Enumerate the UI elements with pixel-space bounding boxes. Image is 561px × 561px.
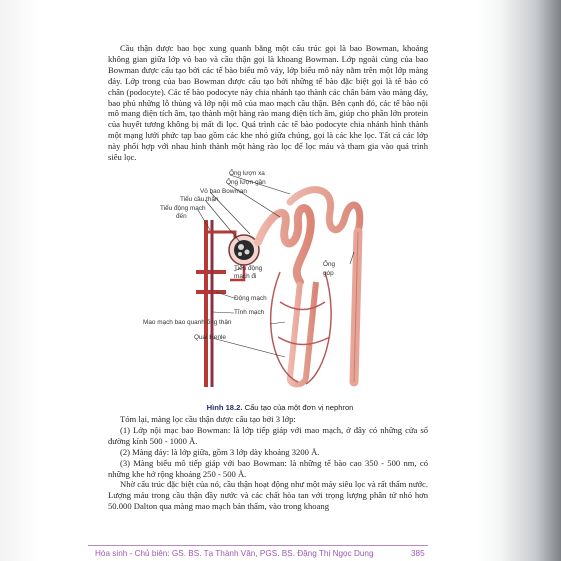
label-tieu-dong-mach-den-2: đến xyxy=(176,213,187,220)
paragraph-layer-3: (3) Màng biểu mô tiếp giáp với bao Bowman: là những tế bào cao 350 - 500 nm, có những khe hở rộng khoảng 250 - 500 Å. xyxy=(108,457,428,479)
label-ong-gop-2: góp xyxy=(323,270,334,277)
label-quai-henle: Quai Henle xyxy=(194,334,226,341)
page-number: 385 xyxy=(411,549,425,558)
page-binding-shadow xyxy=(0,0,40,561)
label-tinh-mach: Tĩnh mạch xyxy=(234,309,265,316)
loop-of-henle xyxy=(290,282,316,385)
footer-credit: Hóa sinh - Chủ biên: GS. BS. Tạ Thành Văn, PGS. BS. Đặng Thị Ngọc Dung xyxy=(95,549,374,558)
label-tieu-dong-mach-di-2: mạch đi xyxy=(234,273,257,280)
paragraph-layer-2: (2) Màng đáy: là lớp giữa, gồm 3 lớp dày khoảng 3200 Å. xyxy=(120,446,320,457)
page-edge-shadow xyxy=(475,0,561,561)
label-tieu-dong-mach-den: Tiểu động mạch xyxy=(160,205,206,212)
proximal-tubule xyxy=(258,208,311,282)
label-vo-bao-bowman: Vỏ bao Bowman xyxy=(200,188,247,195)
paragraph-ultrafilter: Nhờ cấu trúc đặc biệt của nó, cầu thận hoạt động như một máy siêu lọc và rất thẩm nước. Lượng máu trong cầu thận đầy nước và các chất hòa tan với trọng lượng phân tử nhỏ hơn 50.000 Dalton qua màng mao mạch bản thấm, vào trong khoang xyxy=(108,479,428,512)
body-text-bottom xyxy=(108,414,428,512)
label-tieu-dong-mach-di: Tiểu động xyxy=(234,265,263,272)
label-ong-luon-gan: Ống lượn gần xyxy=(226,179,266,186)
label-dong-mach: Động mạch xyxy=(234,295,267,302)
footer-rule xyxy=(88,545,428,546)
caption-label: Hình 18.2. xyxy=(206,403,243,412)
paragraph-layer-1: (1) Lớp nội mạc bao Bowman: là lớp tiếp giáp với mao mạch, ở đây có những cửa sổ đường kính 500 - 1000 Å. xyxy=(108,424,428,446)
caption-text: Cấu tạo của một đơn vị nephron xyxy=(242,403,354,412)
body-text-top xyxy=(108,43,428,163)
paragraph-bowman: Cầu thận được bao bọc xung quanh bằng một cấu trúc gọi là bao Bowman, khoảng không gian giữa lớp vỏ bao và cầu thận gọi là khoang Bowman. Lớp ngoài cùng của bao Bowman được cấu tạo bởi các tế bào biểu mô vảy, lớp biểu mô này nằm trên một lớp màng đáy. Lớp trong của bao Bowman được cấu tạo bởi những tế bào đặc biệt gọi là tế bào có chân (podocyte). Các tế bào podocyte này chia nhánh tạo thành các chân bám vào màng đáy, bao phủ những lỗ thủng và lớp nội mô của mao mạch cầu thận. Bên cạnh đó, các tế bào nội mô mang điện tích âm, tạo thành một hàng rào mang điện tích âm, giúp cho phần lớn protein của huyết tương không bị mất đi lọc. Quá trình các tế bào podocyte chia nhánh hình thành một mạng lưới phức tạp bao gồm các khe nhỏ giữa chúng, gọi là các khe lọc. Tất cả các lớp này phối hợp với nhau hình thành một hàng rào lọc để lọc máu và tham gia vào quá trình siêu lọc. xyxy=(108,43,428,163)
label-ong-gop: Ống xyxy=(323,261,336,268)
glomerulus xyxy=(229,235,259,265)
label-ong-luon-xa: Ống lượn xa xyxy=(229,170,265,177)
label-tieu-cau-than: Tiểu cầu thận xyxy=(180,196,219,203)
figure-caption xyxy=(150,403,410,412)
label-mao-mach: Mao mạch bao quanh ống thận xyxy=(143,319,232,326)
paragraph-summary: Tóm lại, màng lọc cầu thận được cấu tạo bởi 3 lớp: xyxy=(120,414,296,424)
